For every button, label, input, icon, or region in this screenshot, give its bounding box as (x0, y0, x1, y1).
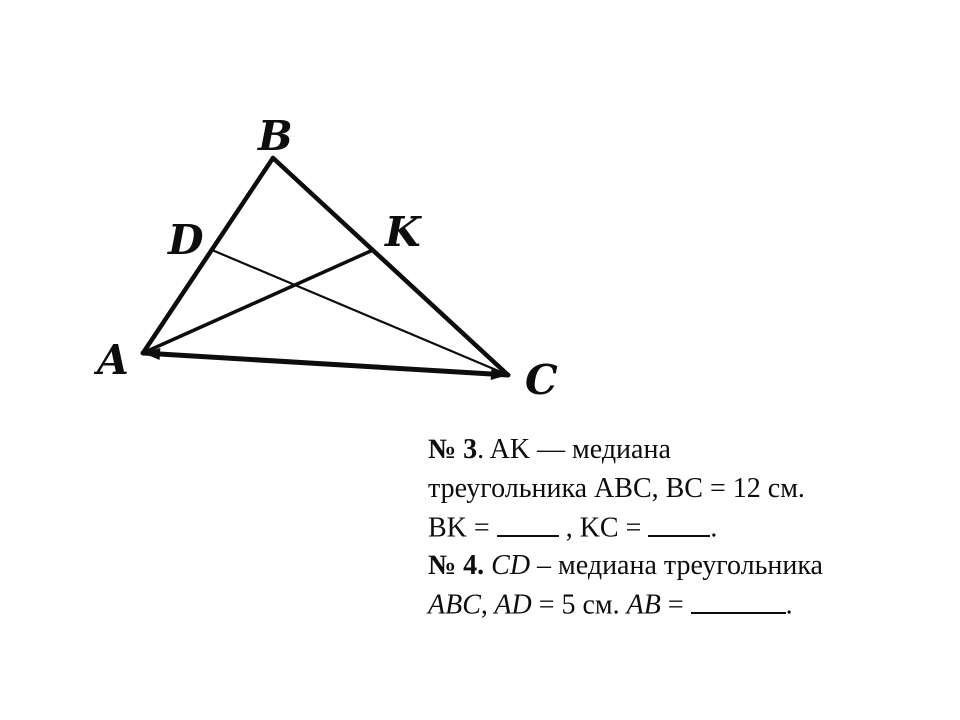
text-segment: № 4. (428, 549, 485, 581)
problems-text-block (428, 431, 928, 624)
vertex-label-B: B (258, 112, 293, 160)
problem-line-2 (428, 470, 928, 509)
text-segment: – медиана треугольника (530, 549, 823, 581)
fill-in-blank (648, 508, 710, 537)
text-segment: AB (626, 589, 661, 621)
problem-line-3 (428, 508, 928, 547)
problem-line-4 (428, 547, 928, 586)
vertex-label-C: C (525, 356, 558, 404)
problem-line-5 (428, 585, 928, 624)
text-segment: , KC = (558, 512, 649, 544)
text-segment: = (660, 589, 691, 621)
problem-line-1 (428, 431, 928, 470)
vertex-label-K: K (385, 208, 421, 256)
fill-in-blank (497, 508, 559, 537)
segment-DC (212, 250, 508, 375)
text-segment: . (785, 589, 793, 621)
vertex-label-A: A (97, 336, 129, 384)
text-segment: CD (491, 549, 531, 581)
side-AC (143, 353, 508, 375)
side-BC (273, 158, 508, 375)
text-segment: = 5 см. (531, 589, 627, 621)
text-segment: . AK — медиана (477, 434, 671, 465)
text-segment: BK = (428, 512, 497, 544)
text-segment: ABC, AD (428, 589, 532, 621)
fill-in-blank (691, 585, 786, 614)
text-segment: треугольника ABC, BC = 12 см. (428, 472, 805, 504)
text-segment: № 3 (428, 434, 478, 465)
text-segment: . (710, 512, 718, 544)
vertex-label-D: D (168, 216, 204, 264)
